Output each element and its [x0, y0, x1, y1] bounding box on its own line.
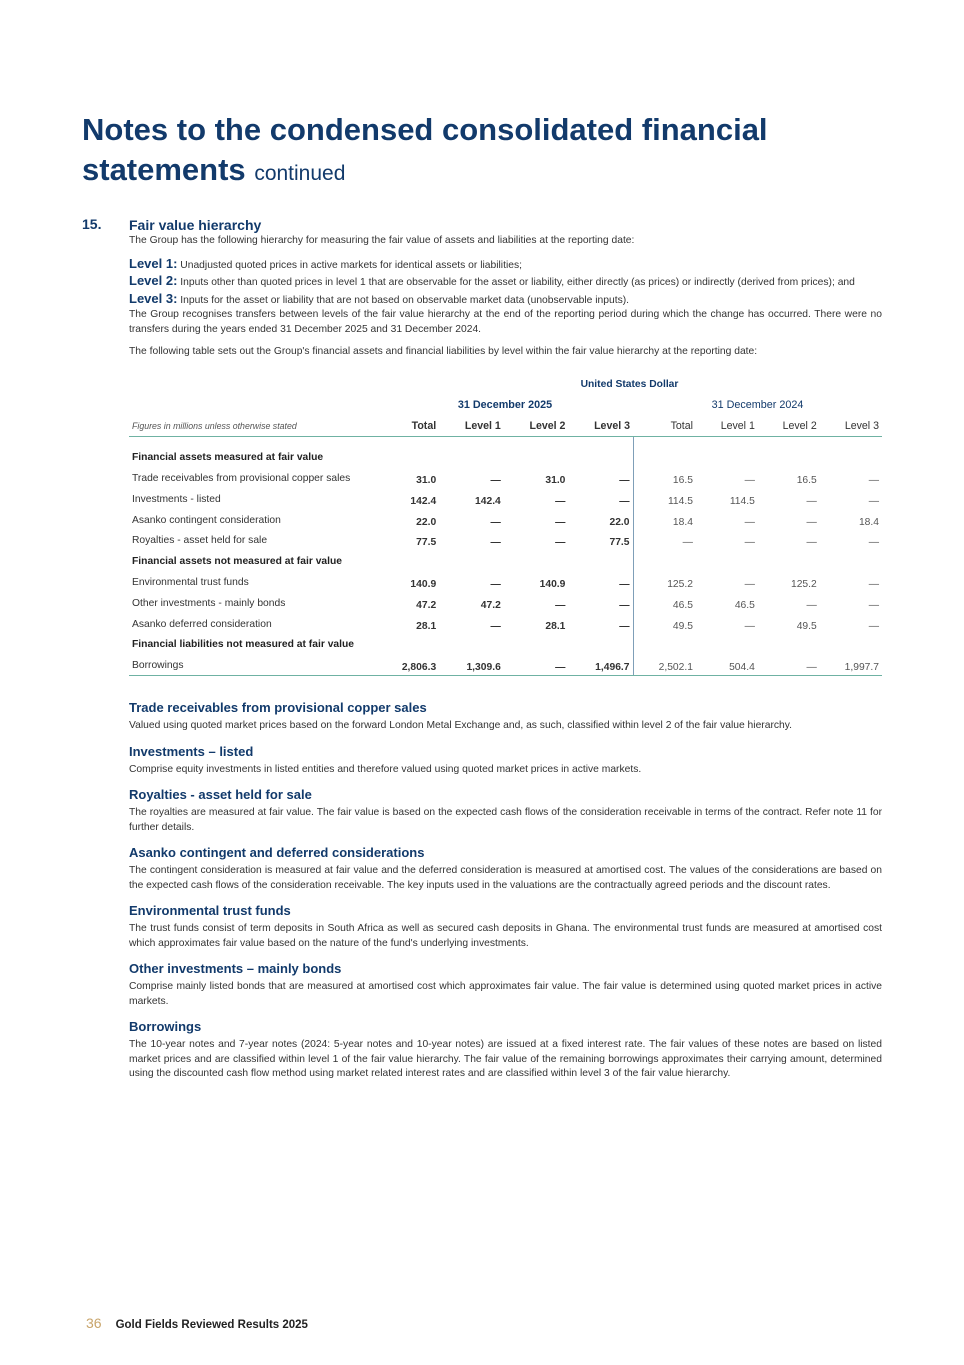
table-row: [129, 590, 882, 611]
table-section-row: [129, 445, 882, 466]
table-cell: 114.5: [729, 495, 755, 507]
table-cell: —: [868, 495, 879, 507]
note-text: Valued using quoted market prices based on the forward London Metal Exchange and, as such, classified within level 2 of the fair value hierarchy.: [129, 720, 793, 732]
table-cell: [439, 445, 504, 466]
note-block: [129, 903, 882, 951]
col-header: Level 3: [820, 416, 882, 437]
note-block: [129, 845, 882, 893]
transfers-paragraph: The Group recognises transfers between levels of the fair value hierarchy at the end of the reporting period during which the change has occurred. There were no transfers during the years ended 31 December 2025 and 31 December 2024.: [129, 309, 882, 335]
row-label: Financial assets measured at fair value: [132, 452, 324, 464]
table-row: [129, 528, 882, 549]
table-cell: —: [490, 579, 501, 591]
row-label: Environmental trust funds: [132, 577, 249, 589]
table-section-row: [129, 632, 882, 653]
table-cell: 18.4: [858, 516, 879, 528]
table-row: [129, 652, 882, 675]
table-cell: 140.9: [410, 579, 437, 591]
table-cell: —: [806, 495, 817, 507]
table-cell: 2,806.3: [377, 652, 439, 675]
table-cell: —: [682, 537, 693, 549]
section-intro: The Group has the following hierarchy for measuring the fair value of assets and liabilities at the reporting date:: [129, 235, 635, 246]
table-cell: [633, 632, 696, 653]
level-text: Inputs for the asset or liability that are not based on observable market data (unobservable inputs).: [180, 294, 630, 306]
page-number: 36: [86, 1315, 102, 1331]
table-cell: —: [555, 599, 566, 611]
note-block: [129, 961, 882, 1009]
table-cell: 125.2: [667, 579, 693, 591]
note-block: [129, 787, 882, 835]
table-cell: [377, 445, 439, 466]
table-cell: 46.5: [672, 599, 693, 611]
note-text: The contingent consideration is measured at fair value and the deferred consideration is measured at amortised cost. The values of the considerations are based on the expected cash flows of the consideration receivable. The key inputs used in the valuations are the contractually agreed periods and the discount rates.: [129, 865, 882, 891]
table-cell: 49.5: [672, 620, 693, 632]
col-header: Level 1: [696, 416, 758, 437]
row-label: Financial assets not measured at fair value: [132, 556, 343, 568]
note-text: The 10-year notes and 7-year notes (2024: 5-year notes and 10-year notes) are issued at a fixed interest rate. The fair values of these notes are based on listed market prices and are classified within level 1 of the fair value hierarchy. The fair value of the remaining borrowings approximates their carrying amount, determined using the discounted cash flow method using market related interest rates and are classified within level 3 of the fair value hierarchy.: [129, 1039, 882, 1080]
table-cell: —: [568, 611, 633, 632]
row-label: Trade receivables from provisional copper sales: [132, 473, 351, 485]
col-header: Level 2: [504, 416, 569, 437]
note-title: Borrowings: [129, 1019, 202, 1035]
table-cell: —: [868, 537, 879, 549]
table-header-columns: [129, 416, 882, 437]
table-cell: —: [806, 516, 817, 528]
row-label: Borrowings: [129, 652, 377, 675]
row-label: Asanko contingent consideration: [132, 514, 281, 526]
row-label: Financial liabilities not measured at fair value: [132, 639, 355, 651]
table-row: [129, 569, 882, 590]
page-footer: [86, 1315, 308, 1331]
level-label: Level 2:: [129, 273, 178, 288]
table-cell: [696, 445, 758, 466]
table-cell: [568, 445, 633, 466]
table-cell: —: [744, 516, 755, 528]
table-cell: —: [568, 486, 633, 507]
table-cell: [439, 548, 504, 569]
row-label: Other investments - mainly bonds: [132, 597, 286, 609]
table-body: [129, 436, 882, 676]
table-cell: [504, 445, 569, 466]
table-cell: 1,309.6: [439, 652, 504, 675]
table-section-row: [129, 548, 882, 569]
table-cell: —: [806, 599, 817, 611]
table-cell: [820, 632, 882, 653]
col-header: Level 3: [568, 416, 633, 437]
table-cell: —: [868, 475, 879, 487]
table-cell: [633, 445, 696, 466]
currency-label: United States Dollar: [580, 379, 679, 390]
table-row: [129, 611, 882, 632]
col-header: Total: [377, 416, 439, 437]
table-cell: —: [744, 475, 755, 487]
table-intro: The following table sets out the Group's financial assets and financial liabilities by level within the fair value hierarchy at the reporting date:: [129, 346, 758, 357]
col-header: Total: [633, 416, 696, 437]
row-label: Royalties - asset held for sale: [132, 535, 268, 547]
table-cell: 2,502.1: [633, 652, 696, 675]
col-header: Level 1: [439, 416, 504, 437]
table-cell: 125.2: [790, 579, 817, 591]
table-cell: —: [490, 537, 501, 549]
notes-list: [129, 700, 882, 1082]
table-cell: 1,496.7: [568, 652, 633, 675]
table-cell: 140.9: [539, 579, 566, 591]
table-cell: —: [555, 537, 566, 549]
table-cell: —: [744, 620, 755, 632]
level-label: Level 3:: [129, 290, 178, 306]
level-2-definition: [129, 274, 882, 291]
table-cell: —: [568, 569, 633, 590]
page-title-suffix: continued: [254, 162, 346, 185]
level-text: Unadjusted quoted prices in active markets for identical assets or liabilities;: [180, 259, 522, 271]
level-label: Level 1:: [129, 255, 178, 271]
table-cell: —: [758, 652, 820, 675]
table-cell: —: [568, 465, 633, 486]
table-cell: —: [555, 516, 566, 528]
note-text: The royalties are measured at fair value. The fair value is based on the expected cash flows of the consideration receivable in terms of the contract. Refer note 11 for further details.: [129, 807, 882, 833]
table-cell: [696, 548, 758, 569]
table-cell: —: [868, 579, 879, 591]
figures-note: Figures in millions unless otherwise stated: [129, 416, 377, 437]
note-title: Investments – listed: [129, 743, 254, 759]
note-title: Other investments – mainly bonds: [129, 961, 342, 977]
table-cell: —: [490, 620, 501, 632]
table-cell: [568, 548, 633, 569]
table-cell: —: [568, 590, 633, 611]
table-cell: 47.2: [480, 599, 501, 611]
note-title: Asanko contingent and deferred considerations: [129, 845, 425, 861]
table-cell: 142.4: [475, 495, 501, 507]
level-1-definition: [129, 257, 882, 274]
section-number: 15.: [82, 216, 102, 232]
table-cell: —: [555, 495, 566, 507]
table-row: [129, 486, 882, 507]
row-label: Asanko deferred consideration: [132, 618, 272, 630]
table-cell: 18.4: [672, 516, 693, 528]
table-cell: 31.0: [545, 475, 566, 487]
table-cell: 77.5: [568, 528, 633, 549]
table-cell: 47.2: [416, 599, 437, 611]
table-cell: —: [806, 537, 817, 549]
table-cell: [696, 632, 758, 653]
table-cell: 16.5: [672, 475, 693, 487]
note-text: Comprise mainly listed bonds that are measured at amortised cost which approximates fair value. The fair value is determined using quoted market prices in active markets.: [129, 981, 882, 1007]
table-cell: 49.5: [796, 620, 817, 632]
table-cell: 504.4: [696, 652, 758, 675]
spacer-row: [129, 436, 882, 445]
level-3-definition: [129, 292, 882, 309]
period-current: 31 December 2025: [457, 399, 553, 411]
table-cell: 1,997.7: [820, 652, 882, 675]
table-cell: 46.5: [734, 599, 755, 611]
table-cell: [504, 632, 569, 653]
table-cell: [633, 548, 696, 569]
table-cell: [377, 632, 439, 653]
table-cell: —: [744, 537, 755, 549]
publication-name: Gold Fields Reviewed Results 2025: [115, 1319, 308, 1331]
table-row: [129, 507, 882, 528]
table-cell: 31.0: [416, 475, 437, 487]
table-cell: 77.5: [416, 537, 437, 549]
table-cell: 22.0: [416, 516, 437, 528]
note-block: [129, 744, 882, 778]
table-cell: —: [490, 516, 501, 528]
table-cell: 22.0: [568, 507, 633, 528]
table-cell: [758, 632, 820, 653]
note-block: [129, 700, 882, 734]
note-block: [129, 1019, 882, 1082]
table-cell: [377, 548, 439, 569]
table-cell: —: [868, 599, 879, 611]
table-cell: [820, 445, 882, 466]
row-label: Investments - listed: [132, 493, 221, 505]
table-header-currency: [129, 375, 882, 395]
note-title: Environmental trust funds: [129, 903, 291, 919]
table-cell: —: [490, 475, 501, 487]
note-title: Trade receivables from provisional copper sales: [129, 700, 427, 716]
note-text: The trust funds consist of term deposits in South Africa as well as secured cash deposits in Ghana. The environmental trust funds are measured at amortised cost which approximates fair value based on the nature of the fund's underlying investments.: [129, 923, 882, 949]
table-cell: [439, 632, 504, 653]
table-cell: —: [744, 579, 755, 591]
table-cell: [758, 445, 820, 466]
table-cell: 114.5: [667, 495, 693, 507]
table-cell: 28.1: [545, 620, 566, 632]
note-text: Comprise equity investments in listed entities and therefore valued using quoted market prices in active markets.: [129, 763, 642, 775]
table-cell: [504, 548, 569, 569]
table-cell: 142.4: [410, 495, 437, 507]
table-row: [129, 465, 882, 486]
table-cell: —: [868, 620, 879, 632]
table-header-periods: [129, 395, 882, 416]
table-cell: [758, 548, 820, 569]
section-title: Fair value hierarchy: [129, 217, 262, 233]
table-cell: [820, 548, 882, 569]
section-content: [129, 216, 882, 1082]
table-cell: [568, 632, 633, 653]
period-prior: 31 December 2024: [711, 399, 804, 411]
table-cell: —: [504, 652, 569, 675]
fair-value-table: [129, 375, 882, 677]
page-title-text: Notes to the condensed consolidated financial statements: [82, 112, 768, 187]
table-cell: 28.1: [416, 620, 437, 632]
note-title: Royalties - asset held for sale: [129, 787, 312, 803]
col-header: Level 2: [758, 416, 820, 437]
page-title: [82, 110, 902, 194]
table-cell: 16.5: [796, 475, 817, 487]
level-text: Inputs other than quoted prices in level 1 that are observable for the asset or liability, either directly (as prices) or indirectly (derived from prices); and: [180, 277, 855, 288]
